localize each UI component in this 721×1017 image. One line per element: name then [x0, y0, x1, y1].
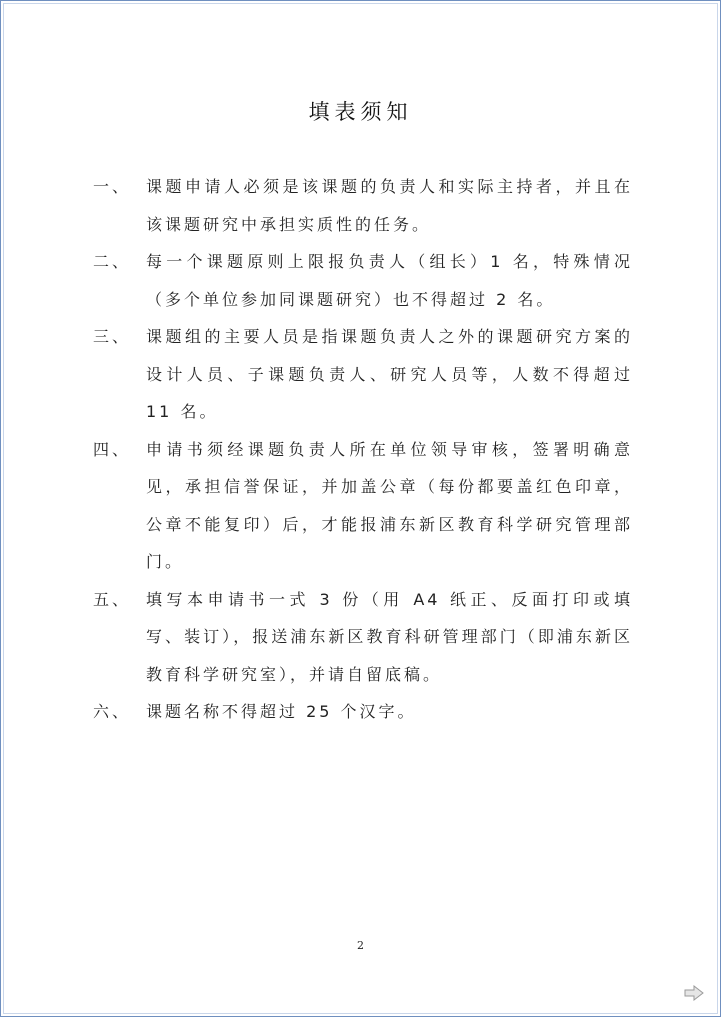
arrow-right-icon[interactable] — [684, 985, 704, 1001]
item-text: 填写本申请书一式 3 份（用 A4 纸正、反面打印或填写、装订），报送浦东新区教育科研管理部门（即浦东新区教育科学研究室），并请自留底稿。 — [146, 589, 633, 684]
item-text: 课题申请人必须是该课题的负责人和实际主持者，并且在该课题研究中承担实质性的任务。 — [146, 177, 633, 234]
list-item — [93, 693, 633, 731]
item-number: 四、 — [93, 439, 132, 459]
item-number: 三、 — [93, 327, 132, 346]
item-text: 申请书须经课题负责人所在单位领导审核，签署明确意见，承担信誉保证，并加盖公章（每份都要盖红色印章，公章不能复印）后，才能报浦东新区教育科学研究管理部门。 — [146, 439, 633, 571]
item-number: 六、 — [93, 702, 132, 721]
list-item — [93, 168, 633, 243]
list-item — [93, 431, 633, 581]
instruction-list — [93, 168, 633, 731]
item-number: 一、 — [93, 177, 132, 196]
list-item — [93, 243, 633, 318]
page-number: 2 — [357, 939, 364, 952]
item-number: 五、 — [93, 589, 132, 609]
item-text: 课题名称不得超过 25 个汉字。 — [146, 702, 417, 721]
list-item — [93, 318, 633, 431]
page-title: 填表须知 — [308, 100, 413, 124]
item-text: 课题组的主要人员是指课题负责人之外的课题研究方案的设计人员、子课题负责人、研究人员等，人数不得超过 11 名。 — [146, 327, 633, 421]
item-number: 二、 — [93, 252, 132, 271]
item-text: 每一个课题原则上限报负责人（组长）1 名，特殊情况（多个单位参加同课题研究）也不得超过 2 名。 — [146, 252, 633, 309]
list-item — [93, 581, 633, 694]
